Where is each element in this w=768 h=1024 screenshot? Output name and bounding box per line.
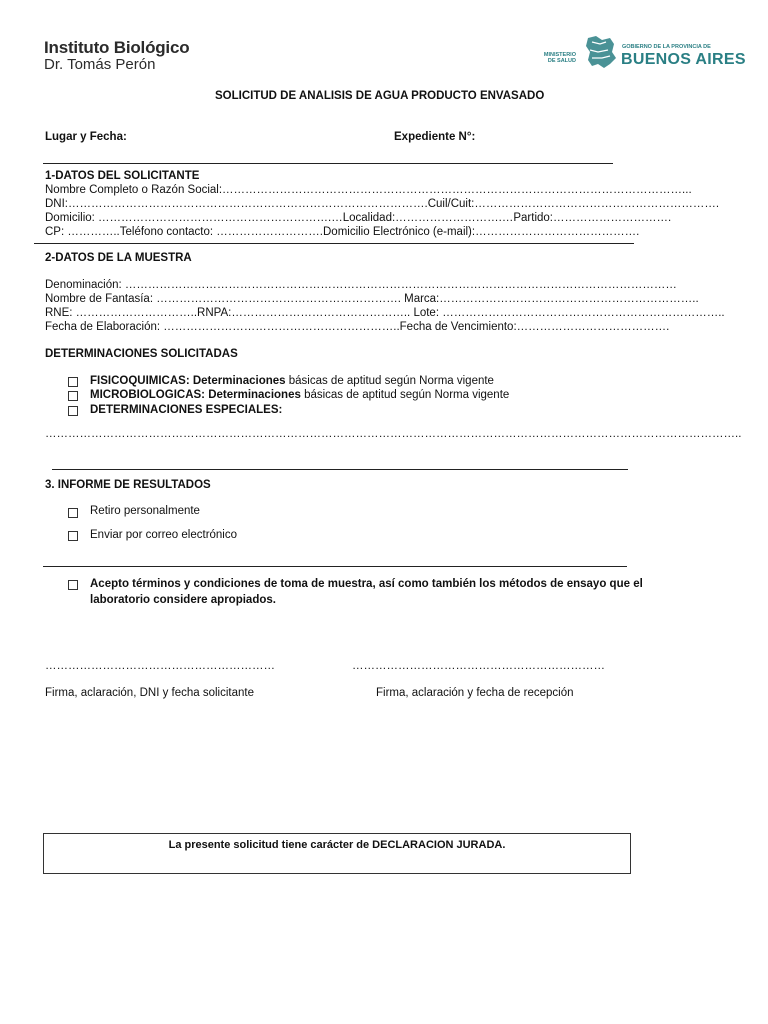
place-date-label: Lugar y Fecha: xyxy=(45,131,127,143)
option-pickup: Retiro personalmente xyxy=(90,505,200,517)
option-physicochemical: FISICOQUIMICAS: Determinaciones básicas de aptitud según Norma vigente xyxy=(90,375,494,387)
signature-label-applicant: Firma, aclaración, DNI y fecha solicitante xyxy=(45,687,254,699)
divider xyxy=(43,566,627,567)
field-contact[interactable]: CP: …………..Teléfono contacto: ……………………….Domicilio Electrónico (e-mail):……………………………………. xyxy=(45,226,640,238)
determinations-heading: DETERMINACIONES SOLICITADAS xyxy=(45,348,238,360)
accept-terms-line1: Acepto términos y condiciones de toma de muestra, así como también los métodos de ensayo que el xyxy=(90,578,643,590)
field-dni-cuit[interactable]: DNI:………………………………………………………………………………….Cuil/Cuit:………………………………………………………. xyxy=(45,198,720,210)
field-address[interactable]: Domicilio: …………………………………………………….…Localidad:……………………….…Partido:…………………………. xyxy=(45,212,672,224)
option-special: DETERMINACIONES ESPECIALES: xyxy=(90,404,283,416)
ministry-label: MINISTERIO DE SALUD xyxy=(543,52,576,64)
divider xyxy=(34,243,634,244)
declaration-box xyxy=(43,833,631,874)
org-name: Instituto Biológico xyxy=(44,38,190,57)
file-number-label: Expediente N°: xyxy=(394,131,476,143)
field-full-name[interactable]: Nombre Completo o Razón Social:…………………………………………………………………………………………………………... xyxy=(45,184,692,196)
gov-logo xyxy=(536,34,746,74)
checkbox-special[interactable] xyxy=(68,406,78,416)
option-email: Enviar por correo electrónico xyxy=(90,529,238,541)
gov-line: GOBIERNO DE LA PROVINCIA DE xyxy=(622,44,711,50)
section-sample-heading: 2-DATOS DE LA MUESTRA xyxy=(45,252,192,264)
option-microbiological: MICROBIOLOGICAS: Determinaciones básicas de aptitud según Norma vigente xyxy=(90,389,510,401)
section-results-heading: 3. INFORME DE RESULTADOS xyxy=(45,479,211,491)
section-applicant-heading: 1-DATOS DEL SOLICITANTE xyxy=(45,170,200,182)
signature-line-reception[interactable]: ………………………………………………………… xyxy=(352,660,605,672)
org-subtitle: Dr. Tomás Perón xyxy=(44,56,156,73)
checkbox-pickup[interactable] xyxy=(68,508,78,518)
province-map-icon xyxy=(582,34,618,72)
divider xyxy=(43,163,613,164)
accept-terms-line2: laboratorio considere apropiados. xyxy=(90,594,276,606)
signature-line-applicant[interactable]: …………………………………………………… xyxy=(45,660,275,672)
field-rne-lot[interactable]: RNE: …………………………..RNPA:……………………………………….. Lote: ……………………………………………………………….. xyxy=(45,307,725,319)
document-title: SOLICITUD DE ANALISIS DE AGUA PRODUCTO ENVASADO xyxy=(215,90,545,102)
checkbox-physicochemical[interactable] xyxy=(68,377,78,387)
field-special-details[interactable]: ……………………………………………………………………………………………………………………………………………………………….. xyxy=(45,428,742,440)
checkbox-microbiological[interactable] xyxy=(68,391,78,401)
signature-label-reception: Firma, aclaración y fecha de recepción xyxy=(376,687,574,699)
divider xyxy=(52,469,628,470)
checkbox-accept-terms[interactable] xyxy=(68,580,78,590)
field-denomination[interactable]: Denominación: ……………………………………………………………………………………………………………………………… xyxy=(45,279,677,291)
province-name: BUENOS AIRES xyxy=(621,51,746,68)
field-brand[interactable]: Nombre de Fantasía: ………………………………………………………. Marca:………………………………………………………….. xyxy=(45,293,699,305)
checkbox-email[interactable] xyxy=(68,531,78,541)
field-dates[interactable]: Fecha de Elaboración: ……………………………………………………..Fecha de Vencimiento:…………………………………. xyxy=(45,321,670,333)
declaration-text: La presente solicitud tiene carácter de DECLARACION JURADA. xyxy=(168,839,506,851)
